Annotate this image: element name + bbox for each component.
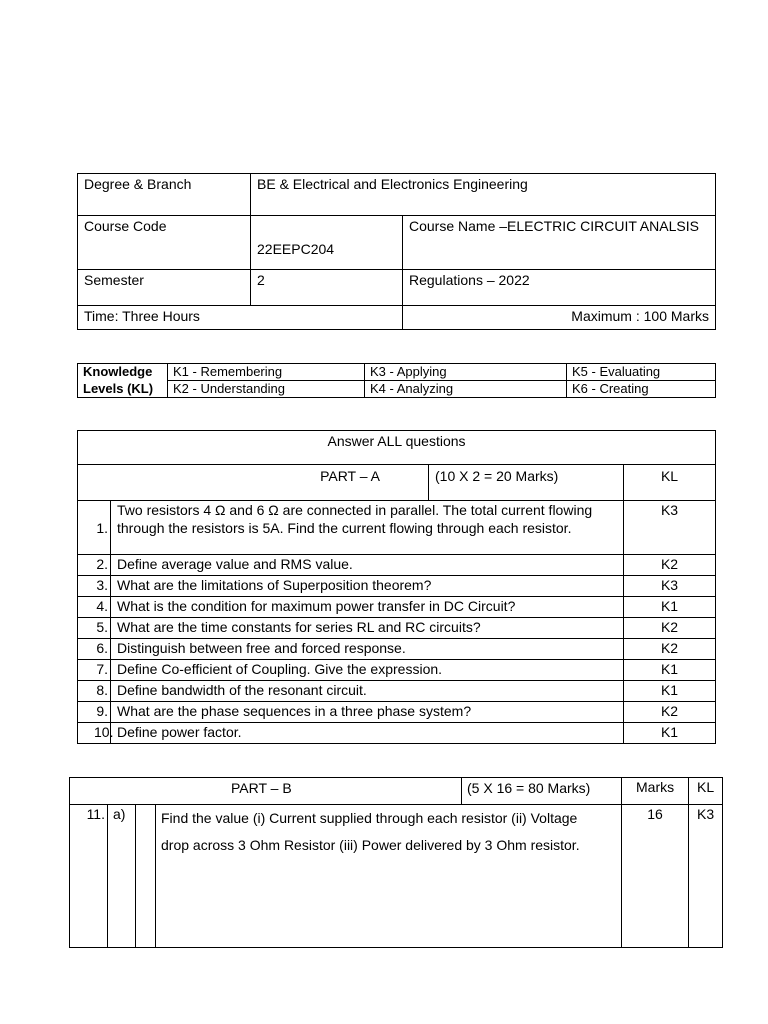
question-text: What is the condition for maximum power transfer in DC Circuit? — [111, 597, 624, 618]
degree-label: Degree & Branch — [78, 174, 251, 216]
table-row — [78, 660, 716, 681]
table-row — [78, 702, 716, 723]
question-number: 6. — [78, 639, 111, 660]
table-row — [78, 618, 716, 639]
question-text: Define Co-efficient of Coupling. Give the expression. — [111, 660, 624, 681]
question-kl: K1 — [624, 681, 716, 702]
question-kl: K3 — [689, 805, 723, 948]
question-text: What are the phase sequences in a three phase system? — [111, 702, 624, 723]
semester-value: 2 — [251, 270, 403, 306]
course-info-table — [77, 173, 716, 330]
part-a-marks: (10 X 2 = 20 Marks) — [429, 465, 624, 501]
part-b-marks-header: Marks — [622, 778, 689, 805]
knowledge-levels-label-2: Levels (KL) — [78, 381, 168, 398]
question-text: What are the limitations of Superposition theorem? — [111, 576, 624, 597]
question-text: Define bandwidth of the resonant circuit. — [111, 681, 624, 702]
question-number: 7. — [78, 660, 111, 681]
question-number: 10. — [78, 723, 111, 744]
table-row — [78, 723, 716, 744]
table-row — [70, 805, 723, 948]
kl-k5: K5 - Evaluating — [567, 364, 716, 381]
question-number: 4. — [78, 597, 111, 618]
question-kl: K2 — [624, 702, 716, 723]
question-text: Two resistors 4 Ω and 6 Ω are connected in parallel. The total current flowing through the resistors is 5A. Find the current flowing through each resistor. — [111, 501, 624, 555]
degree-value: BE & Electrical and Electronics Engineering — [251, 174, 716, 216]
part-a-table — [77, 430, 716, 744]
question-text: Define power factor. — [111, 723, 624, 744]
question-number: 1. — [78, 501, 111, 555]
part-b-table — [69, 777, 723, 948]
table-row — [78, 639, 716, 660]
kl-k1: K1 - Remembering — [168, 364, 365, 381]
answer-all-instruction: Answer ALL questions — [78, 431, 716, 465]
question-number: 2. — [78, 555, 111, 576]
question-kl: K1 — [624, 660, 716, 681]
question-marks: 16 — [622, 805, 689, 948]
question-number: 5. — [78, 618, 111, 639]
question-number: 8. — [78, 681, 111, 702]
question-kl: K3 — [624, 501, 716, 555]
part-b-title: PART – B — [231, 780, 292, 796]
kl-k6: K6 - Creating — [567, 381, 716, 398]
part-b-kl-header: KL — [689, 778, 723, 805]
table-row — [78, 576, 716, 597]
part-b-marks: (5 X 16 = 80 Marks) — [467, 780, 591, 796]
question-kl: K2 — [624, 555, 716, 576]
question-text: Find the value (i) Current supplied through each resistor (ii) Voltage drop across 3 Ohm Resistor (iii) Power delivered by 3 Ohm resistor. — [156, 805, 622, 948]
question-sub-blank — [136, 805, 156, 948]
table-row — [78, 555, 716, 576]
maximum-marks: Maximum : 100 Marks — [403, 306, 716, 330]
question-number: 3. — [78, 576, 111, 597]
course-code-label: Course Code — [78, 216, 251, 270]
knowledge-levels-table — [77, 363, 716, 398]
regulations: Regulations – 2022 — [403, 270, 716, 306]
question-kl: K2 — [624, 639, 716, 660]
part-a-kl-header: KL — [624, 465, 716, 501]
question-kl: K2 — [624, 618, 716, 639]
course-name: Course Name –ELECTRIC CIRCUIT ANALSIS — [403, 216, 716, 270]
question-number: 11. — [70, 805, 108, 948]
part-a-title: PART – A — [78, 465, 429, 501]
semester-label: Semester — [78, 270, 251, 306]
kl-k4: K4 - Analyzing — [365, 381, 567, 398]
kl-k2: K2 - Understanding — [168, 381, 365, 398]
part-b-title-cell — [70, 778, 622, 805]
table-row — [78, 501, 716, 555]
question-sub-label: a) — [108, 805, 136, 948]
question-kl: K3 — [624, 576, 716, 597]
table-row — [78, 681, 716, 702]
question-number: 9. — [78, 702, 111, 723]
question-text: Distinguish between free and forced response. — [111, 639, 624, 660]
question-kl: K1 — [624, 597, 716, 618]
question-text: What are the time constants for series RL and RC circuits? — [111, 618, 624, 639]
knowledge-levels-label: Knowledge — [78, 364, 168, 381]
course-code-value: 22EEPC204 — [251, 216, 403, 270]
table-row — [78, 597, 716, 618]
time-duration: Time: Three Hours — [78, 306, 403, 330]
kl-k3: K3 - Applying — [365, 364, 567, 381]
question-kl: K1 — [624, 723, 716, 744]
question-text: Define average value and RMS value. — [111, 555, 624, 576]
